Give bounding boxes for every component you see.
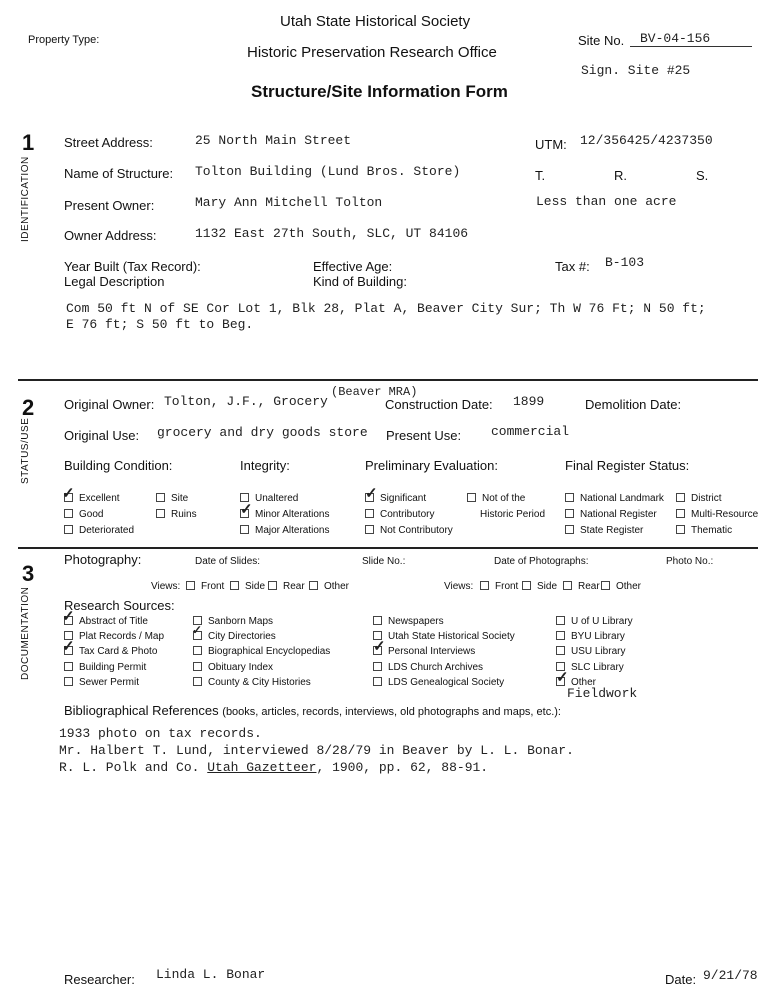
construction-date: 1899 xyxy=(513,394,545,409)
present-owner-label: Present Owner: xyxy=(64,198,155,213)
date-of-photographs-label: Date of Photographs: xyxy=(494,556,589,567)
photo-view-side[interactable]: Side xyxy=(522,581,557,592)
source-tax-card-photo[interactable]: Tax Card & Photo xyxy=(64,646,157,657)
kind-of-building-label: Kind of Building: xyxy=(313,274,407,289)
source-lds-genealogical-society[interactable]: LDS Genealogical Society xyxy=(373,677,504,688)
date-value: 9/21/78 xyxy=(703,968,758,983)
photo-view-other[interactable]: Other xyxy=(601,581,641,592)
source-county-city-histories[interactable]: County & City Histories xyxy=(193,677,311,688)
check-mark-icon: ✓ xyxy=(62,638,75,655)
utm-value: 12/356425/4237350 xyxy=(580,133,713,148)
checkbox-minor-alterations[interactable]: Minor Alterations xyxy=(240,509,329,520)
check-mark-icon: ✓ xyxy=(365,485,378,502)
org-name: Utah State Historical Society xyxy=(280,13,471,30)
identification-vertical-label: IDENTIFICATION xyxy=(20,156,31,242)
demolition-date-label: Demolition Date: xyxy=(585,397,682,412)
source-personal-interviews[interactable]: Personal Interviews xyxy=(373,646,475,657)
source-lds-church-archives[interactable]: LDS Church Archives xyxy=(373,662,483,673)
s-label: S. xyxy=(696,168,709,183)
researcher-name: Linda L. Bonar xyxy=(156,967,266,982)
tax-label: Tax #: xyxy=(555,259,590,274)
source-building-permit[interactable]: Building Permit xyxy=(64,662,146,673)
source-usu-library[interactable]: USU Library xyxy=(556,646,625,657)
slide-view-side[interactable]: Side xyxy=(230,581,265,592)
checkbox-good[interactable]: Good xyxy=(64,509,103,520)
t-label: T. xyxy=(535,168,546,183)
building-condition-label: Building Condition: xyxy=(64,458,173,473)
researcher-label: Researcher: xyxy=(64,972,135,987)
reference-1: 1933 photo on tax records. xyxy=(59,726,262,741)
reference-3: R. L. Polk and Co. Utah Gazetteer, 1900, pp. 62, 88-91. xyxy=(59,760,489,775)
site-no-underline xyxy=(630,46,752,47)
photography-label: Photography: xyxy=(64,552,142,567)
present-use: commercial xyxy=(491,424,570,439)
street-address-label: Street Address: xyxy=(64,135,153,150)
section-2-number: 2 xyxy=(22,395,35,420)
effective-age-label: Effective Age: xyxy=(313,259,393,274)
original-owner-label: Original Owner: xyxy=(64,397,155,412)
year-built-label: Year Built (Tax Record): xyxy=(64,259,201,274)
checkbox-site[interactable]: Site xyxy=(156,493,188,504)
research-sources-label: Research Sources: xyxy=(64,598,175,613)
site-no-value: BV-04-156 xyxy=(640,31,711,46)
source-obituary-index[interactable]: Obituary Index xyxy=(193,662,273,673)
source-utah-state-historical-society[interactable]: Utah State Historical Society xyxy=(373,631,515,642)
owner-address-label: Owner Address: xyxy=(64,228,157,243)
slide-view-rear[interactable]: Rear xyxy=(268,581,305,592)
office-name: Historic Preservation Research Office xyxy=(247,44,497,61)
checkbox-excellent[interactable]: Excellent xyxy=(64,493,120,504)
check-mark-icon: ✓ xyxy=(192,623,203,637)
source-sewer-permit[interactable]: Sewer Permit xyxy=(64,677,139,688)
source-other[interactable]: Other xyxy=(556,677,596,688)
section-divider-2 xyxy=(18,547,758,549)
documentation-vertical-label: DOCUMENTATION xyxy=(20,586,31,680)
slide-no-label: Slide No.: xyxy=(362,556,406,567)
checkbox-major-alterations[interactable]: Major Alterations xyxy=(240,525,329,536)
original-use: grocery and dry goods store xyxy=(157,425,368,440)
mra-note: (Beaver MRA) xyxy=(331,385,418,399)
structure-name: Tolton Building (Lund Bros. Store) xyxy=(195,164,461,179)
construction-date-label: Construction Date: xyxy=(385,397,493,412)
slide-view-other[interactable]: Other xyxy=(309,581,349,592)
date-label: Date: xyxy=(665,972,697,987)
slide-view-front[interactable]: Front xyxy=(186,581,224,592)
bibliographical-references-hint: (books, articles, records, interviews, old photographs and maps, etc.): xyxy=(222,706,561,718)
photo-view-front[interactable]: Front xyxy=(480,581,518,592)
tax-value: B-103 xyxy=(605,255,645,270)
section-3-number: 3 xyxy=(22,561,35,586)
legal-description-label: Legal Description xyxy=(64,274,165,289)
checkbox-contributory[interactable]: Contributory xyxy=(365,509,434,520)
source-sanborn-maps[interactable]: Sanborn Maps xyxy=(193,616,273,627)
not-of-historic-period-line-2: Historic Period xyxy=(480,509,546,520)
checkbox-multi-resource[interactable]: Multi-Resource xyxy=(676,509,758,520)
slide-views-label: Views: xyxy=(151,581,181,592)
present-use-label: Present Use: xyxy=(386,428,462,443)
checkbox-deteriorated[interactable]: Deteriorated xyxy=(64,525,134,536)
street-address: 25 North Main Street xyxy=(195,133,352,148)
checkbox-state-register[interactable]: State Register xyxy=(565,525,643,536)
date-of-slides-label: Date of Slides: xyxy=(195,556,261,567)
original-use-label: Original Use: xyxy=(64,428,140,443)
source-city-directories[interactable]: City Directories xyxy=(193,631,276,642)
original-owner: Tolton, J.F., Grocery xyxy=(164,394,328,409)
integrity-label: Integrity: xyxy=(240,458,290,473)
photo-view-rear[interactable]: Rear xyxy=(563,581,600,592)
source-abstract-of-title[interactable]: Abstract of Title xyxy=(64,616,148,627)
structure-name-label: Name of Structure: xyxy=(64,166,174,181)
reference-3-title: Utah Gazetteer xyxy=(207,760,317,775)
utm-label: UTM: xyxy=(535,137,567,152)
checkbox-significant[interactable]: Significant xyxy=(365,493,426,504)
site-no-label: Site No. xyxy=(578,33,625,48)
reference-2: Mr. Halbert T. Lund, interviewed 8/28/79 in Beaver by L. L. Bonar. xyxy=(59,743,574,758)
checkbox-ruins[interactable]: Ruins xyxy=(156,509,197,520)
checkbox-not-of-historic-period[interactable]: Not of the xyxy=(467,493,525,504)
section-divider-1 xyxy=(18,379,758,381)
source-plat-records[interactable]: Plat Records / Map xyxy=(64,631,164,642)
r-label: R. xyxy=(614,168,627,183)
checkbox-thematic[interactable]: Thematic xyxy=(676,525,732,536)
legal-description-line-1: Com 50 ft N of SE Cor Lot 1, Blk 28, Plat A, Beaver City Sur; Th W 76 Ft; N 50 ft; xyxy=(66,301,706,316)
property-type-label: Property Type: xyxy=(28,34,100,46)
bibliographical-references-label: Bibliographical References (books, articles, records, interviews, old photographs and maps, etc.): xyxy=(64,703,561,718)
check-mark-icon: ✓ xyxy=(62,608,75,625)
source-u-of-u-library[interactable]: U of U Library xyxy=(556,616,633,627)
check-mark-icon: ✓ xyxy=(62,485,75,502)
final-register-status-label: Final Register Status: xyxy=(565,458,690,473)
other-source-note: Fieldwork xyxy=(567,686,638,701)
status-use-vertical-label: STATUS/USE xyxy=(20,417,31,484)
checkbox-not-contributory[interactable]: Not Contributory xyxy=(365,525,453,536)
source-byu-library[interactable]: BYU Library xyxy=(556,631,625,642)
check-mark-icon: ✓ xyxy=(240,501,253,518)
legal-description-line-2: E 76 ft; S 50 ft to Beg. xyxy=(66,317,254,332)
checkbox-district[interactable]: District xyxy=(676,493,722,504)
source-biographical-encyclopedias[interactable]: Biographical Encyclopedias xyxy=(193,646,330,657)
source-slc-library[interactable]: SLC Library xyxy=(556,662,624,673)
checkbox-unaltered[interactable]: Unaltered xyxy=(240,493,298,504)
form-title: Structure/Site Information Form xyxy=(251,82,508,101)
checkbox-national-register[interactable]: National Register xyxy=(565,509,657,520)
section-1-number: 1 xyxy=(22,130,35,155)
present-owner: Mary Ann Mitchell Tolton xyxy=(195,195,383,210)
photo-views-label: Views: xyxy=(444,581,474,592)
photo-no-label: Photo No.: xyxy=(666,556,714,567)
check-mark-icon: ✓ xyxy=(556,669,569,686)
acreage: Less than one acre xyxy=(536,194,677,209)
owner-address: 1132 East 27th South, SLC, UT 84106 xyxy=(195,226,469,241)
sign-site: Sign. Site #25 xyxy=(581,63,691,78)
source-newspapers[interactable]: Newspapers xyxy=(373,616,444,627)
check-mark-icon: ✓ xyxy=(373,638,386,655)
checkbox-national-landmark[interactable]: National Landmark xyxy=(565,493,664,504)
preliminary-evaluation-label: Preliminary Evaluation: xyxy=(365,458,498,473)
